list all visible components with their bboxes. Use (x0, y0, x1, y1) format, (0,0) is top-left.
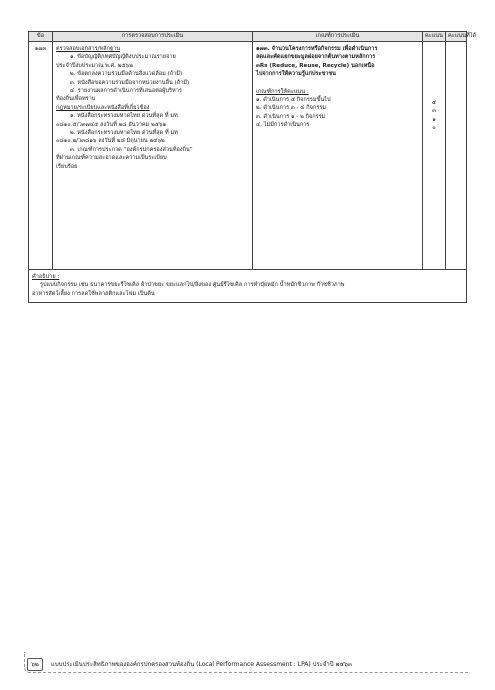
scoring-level: ๔. ไม่มีการดำเนินการ (256, 122, 310, 129)
scoring-level: ๑. ดำเนินการ ๕ กิจกรรมขึ้นไป (256, 97, 331, 104)
law-line: เรียบร้อย (56, 163, 78, 170)
item-number: ๑๗๓ (29, 42, 53, 270)
document-line: ประจำปีงบประมาณ พ.ศ. ๒๕๖๒ (56, 62, 133, 69)
law-line: ๐๘๑๐.๒/ว๓๘๑๖ ลงวันที่ ๒๘ มิถุนายน ๒๕๖๒ (56, 138, 165, 145)
score-received-cell (446, 42, 467, 270)
explanation-cell (29, 270, 467, 303)
explanation-line: รูปแบบกิจกรรม เช่น ธนาคารขยะรีไซเคิล ผ้าป่าขยะ ขยะแลกไข่/สิ่งของ ศูนย์รีไซเคิล การทำปุ๋ยหมัก น้ำหมักชีวภาพ ก๊าซชีวภาพ (40, 282, 345, 289)
table-header-row (29, 32, 467, 42)
law-line: ๓. เกณฑ์การประกวด “องค์กรปกครองส่วนท้องถิ่น” (70, 146, 193, 153)
header-item-no: ข้อ (29, 32, 53, 42)
criteria-line: ๑๗๓. จำนวนโครงการหรือกิจกรรม เพื่อดำเนินการ (256, 46, 378, 52)
table-row (29, 42, 467, 270)
assessment-check-cell (53, 42, 253, 270)
header-score-received: คะแนนที่ได้ (446, 32, 467, 42)
law-line: ๒. หนังสือกระทรวงมหาดไทย ด่วนที่สุด ที่ มท (70, 130, 178, 137)
header-score: คะแนน (423, 32, 446, 42)
page-number: ๖๒ (27, 658, 43, 671)
criteria-page (28, 31, 477, 303)
documents-heading: ตรวจสอบเอกสาร/หลักฐาน (56, 46, 121, 52)
header-criteria: เกณฑ์การประเมิน (253, 32, 423, 42)
score-value: ๐ (432, 125, 436, 132)
document-line: ๔. รายงานผลการดำเนินการที่เสนอต่อผู้บริหาร (70, 88, 182, 95)
criteria-line: ๓Rs (Reduce, Reuse, Recycle) นอกเหนือ (256, 62, 375, 69)
law-line: ๑. หนังสือกระทรวงมหาดไทย ด่วนที่สุด ที่ มท (70, 113, 178, 120)
scoring-heading: เกณฑ์การให้คะแนน : (256, 88, 309, 95)
header-assessment-check: การตรวจสอบการประเมิน (53, 32, 253, 42)
page-footer (27, 656, 467, 672)
document-line: ๓. หนังสือขอความร่วมมือจากหน่วยงานอื่น (ถ้ามี) (70, 79, 190, 86)
score-cell (423, 42, 446, 270)
criteria-line: ไปจากการให้ความรู้แก่ประชาชน (256, 71, 336, 78)
scoring-level: ๓. ดำเนินการ ๑ - ๒ กิจกรรม (256, 113, 326, 120)
document-line: ๒. ข้อตกลงความร่วมมือด้านสิ่งแวดล้อม (ถ้ามี) (70, 71, 183, 78)
footer-text: แบบประเมินประสิทธิภาพขององค์กรปกครองส่วนท้องถิ่น (Local Performance Assessment : LPA) ประจำปี ๒๕๖๓ (51, 661, 352, 668)
document-line: ๑. ข้อบัญญัติ/เทศบัญญัติงบประมาณรายจ่าย (70, 54, 176, 61)
laws-heading: กฎหมาย/ระเบียบและหนังสือที่เกี่ยวข้อง (56, 104, 150, 111)
explanation-row (29, 270, 467, 303)
explanation-heading: คำอธิบาย : (32, 274, 60, 280)
score-value: ๕ (431, 100, 437, 106)
score-value: ๑ (432, 116, 436, 123)
criteria-cell (253, 42, 423, 270)
criteria-line: ลดและคัดแยกขยะมูลฝอยจากต้นทางตามหลักการ (256, 54, 376, 61)
score-value: ๓ (432, 108, 436, 115)
law-line: ที่ผ่านเกณฑ์ความสะอาดและความเป็นระเบียบ (56, 155, 167, 162)
explanation-line: อาหารสัตว์เลี้ยง การลดใช้พลาสติกและโฟม เป็นต้น (32, 290, 155, 297)
law-line: ๐๘๑๐.๕/ว๓๗๔๕ ลงวันที่ ๒๘ ธันวาคม ๒๕๖๑ (56, 121, 167, 128)
scoring-level: ๒. ดำเนินการ ๓ - ๔ กิจกรรม (256, 105, 327, 112)
footer-divider (28, 672, 468, 673)
document-line: ท้องถิ่นเพื่อทราบ (56, 96, 96, 103)
criteria-table (28, 31, 477, 303)
